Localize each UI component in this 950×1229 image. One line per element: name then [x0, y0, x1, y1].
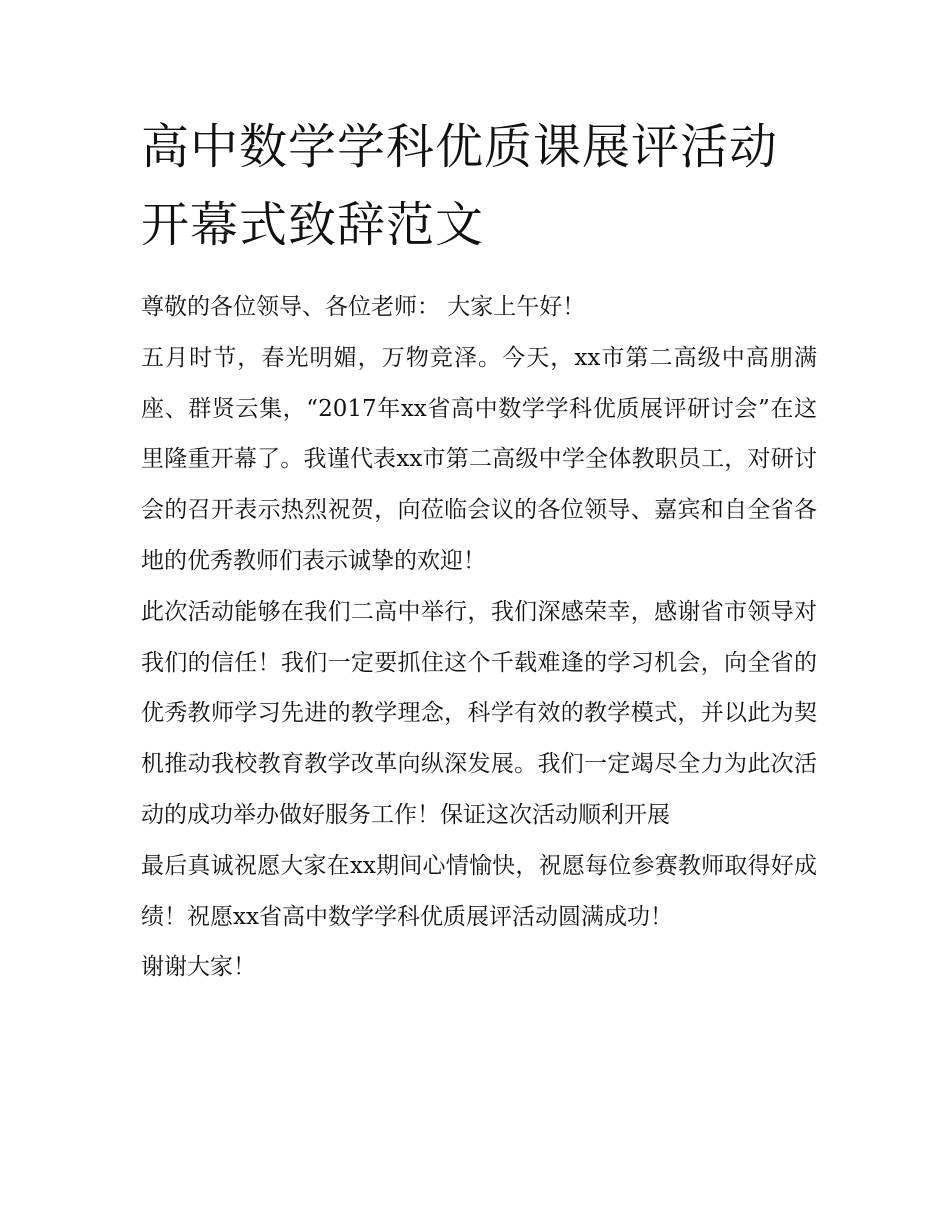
document-title: 高中数学学科优质课展评活动开幕式致辞范文: [141, 119, 779, 253]
document-body: [141, 282, 817, 993]
paragraph-wishes: 最后真诚祝愿大家在xx期间心情愉快，祝愿每位参赛教师取得好成绩！祝愿xx省高中数学学科优质展评活动圆满成功！: [141, 852, 817, 930]
paragraph-greeting: 尊敬的各位领导、各位老师： 大家上午好！: [141, 294, 586, 320]
paragraph-opening: 五月时节，春光明媚，万物竞泽。今天，xx市第二高级中高朋满座、群贤云集，“2017年xx省高中数学学科优质展评研讨会”在这里隆重开幕了。我谨代表xx市第二高级中学全体教职员工，对研讨会的召开表示热烈祝贺，向莅临会议的各位领导、嘉宾和自全省各地的优秀教师们表示诚挚的欢迎！: [141, 344, 817, 574]
paragraph-closing: 谢谢大家！: [141, 954, 256, 981]
paragraph-thanks: 此次活动能够在我们二高中举行，我们深感荣幸，感谢省市领导对我们的信任！我们一定要抓住这个千载难逢的学习机会，向全省的优秀教师学习先进的教学理念，科学有效的教学模式，并以此为契机推动我校教育教学改革向纵深发展。我们一定竭尽全力为此次活动的成功举办做好服务工作！保证这次活动顺利开展: [141, 598, 817, 828]
